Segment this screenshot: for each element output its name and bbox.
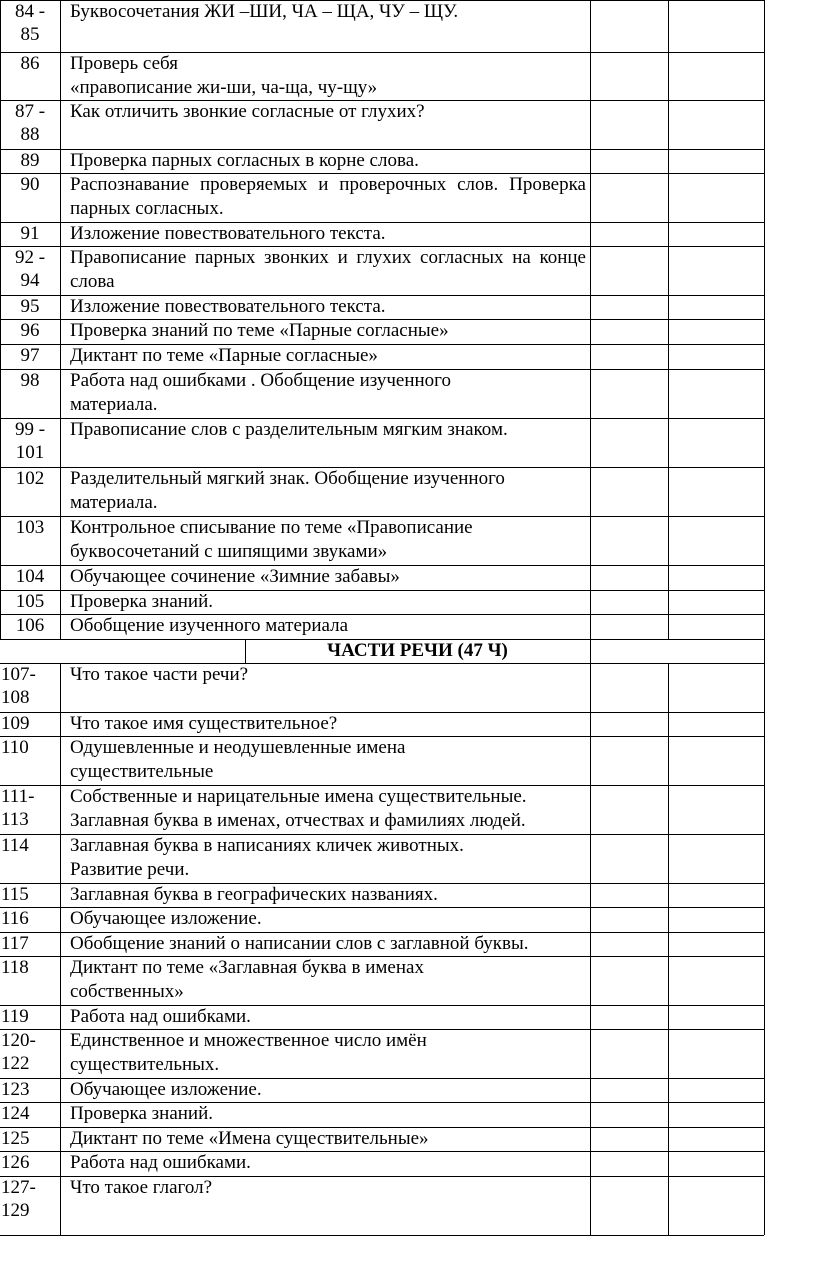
date-cell <box>591 149 667 173</box>
date-cell <box>591 516 667 565</box>
date-cell <box>591 1151 667 1176</box>
note-cell <box>669 100 763 149</box>
lesson-number: 125 <box>1 1128 30 1149</box>
table-row <box>0 1127 816 1151</box>
date-cell <box>591 663 667 712</box>
lesson-topic: Проверка знаний по теме «Парные согласные» <box>70 320 449 341</box>
table-rule <box>0 907 764 908</box>
lesson-number: 118 <box>1 957 29 978</box>
lesson-topic: Заглавная буква в географических названиях. <box>70 884 438 905</box>
table-row <box>0 1102 816 1127</box>
table-row <box>0 173 816 222</box>
table-rule <box>0 173 764 174</box>
table-rule <box>668 0 669 639</box>
section-title: ЧАСТИ РЕЧИ (47 Ч) <box>327 640 508 661</box>
date-cell <box>591 173 667 222</box>
note-cell <box>669 1005 763 1029</box>
lesson-number: 84 - 85 <box>14 1 46 45</box>
table-row <box>0 344 816 369</box>
lesson-topic: Диктант по теме «Имена существительные» <box>70 1128 429 1149</box>
table-rule <box>0 0 1 639</box>
lesson-topic: Буквосочетания ЖИ –ШИ, ЧА – ЩА, ЧУ – ЩУ. <box>70 1 459 22</box>
table-rule <box>0 1127 764 1128</box>
lesson-number: 95 <box>20 296 40 317</box>
lesson-topic: Работа над ошибками. <box>70 1006 251 1027</box>
lesson-topic: Как отличить звонкие согласные от глухих? <box>70 101 425 122</box>
note-cell <box>669 173 763 222</box>
table-rule <box>0 246 764 247</box>
date-cell <box>591 369 667 418</box>
note-cell <box>669 785 763 834</box>
table-rule <box>0 736 764 737</box>
table-rule <box>245 639 246 663</box>
date-cell <box>591 1005 667 1029</box>
table-row <box>0 0 816 52</box>
table-row <box>0 736 816 785</box>
lesson-number: 98 <box>20 370 40 391</box>
note-cell <box>669 883 763 907</box>
note-cell <box>669 712 763 736</box>
lesson-number: 109 <box>1 713 30 734</box>
date-cell <box>591 319 667 344</box>
date-cell <box>591 295 667 319</box>
table-row <box>0 369 816 418</box>
lesson-number: 86 <box>20 53 40 74</box>
lesson-topic: Разделительный мягкий знак. Обобщение изученного материала. <box>70 468 505 513</box>
lesson-topic: Обобщение изученного материала <box>70 615 349 636</box>
table-rule <box>0 1078 764 1079</box>
date-cell <box>591 1078 667 1102</box>
lesson-number: 99 - 101 <box>14 419 46 463</box>
note-cell <box>669 663 763 712</box>
lesson-topic: Что такое имя существительное? <box>70 713 338 734</box>
lesson-number: 116 <box>1 908 29 929</box>
lesson-topic: Обобщение знаний о написании слов с заглавной буквы. <box>70 933 529 954</box>
note-cell <box>669 418 763 467</box>
note-cell <box>669 0 763 52</box>
table-rule <box>0 614 764 615</box>
lesson-number: 123 <box>1 1079 30 1100</box>
note-cell <box>669 1176 763 1235</box>
lesson-topic: Диктант по теме «Парные согласные» <box>70 345 378 366</box>
lesson-number: 119 <box>1 1006 29 1027</box>
date-cell <box>591 614 667 639</box>
lesson-number: 104 <box>15 566 45 587</box>
note-cell <box>669 1102 763 1127</box>
table-rule <box>0 319 764 320</box>
lesson-number: 115 <box>1 884 29 905</box>
lesson-topic: Обучающее сочинение «Зимние забавы» <box>70 566 400 587</box>
lesson-number: 102 <box>15 468 45 489</box>
date-cell <box>591 222 667 246</box>
date-cell <box>591 1029 667 1078</box>
date-cell <box>591 907 667 932</box>
table-rule <box>590 663 591 1235</box>
table-row <box>0 149 816 173</box>
table-rule <box>0 369 764 370</box>
note-cell <box>669 246 763 295</box>
lesson-topic: Проверка знаний. <box>70 591 214 612</box>
table-rule <box>0 1176 764 1177</box>
table-rule <box>0 418 764 419</box>
table-row <box>0 100 816 149</box>
table-rule <box>0 785 764 786</box>
table-row <box>0 663 816 712</box>
lesson-topic: Правописание парных звонких и глухих согласных на конце слова <box>70 247 586 292</box>
table-row <box>0 246 816 295</box>
lesson-number: 127- 129 <box>1 1177 36 1221</box>
table-row <box>0 565 816 590</box>
note-cell <box>669 565 763 590</box>
table-rule <box>668 663 669 1235</box>
table-rule <box>0 1029 764 1030</box>
table-row <box>0 1005 816 1029</box>
lesson-topic: Что такое глагол? <box>70 1177 213 1198</box>
table-row <box>0 295 816 319</box>
table-rule <box>0 222 764 223</box>
table-rule <box>60 0 61 639</box>
table-row <box>0 52 816 100</box>
table-rule <box>590 0 591 639</box>
note-cell <box>669 344 763 369</box>
table-rule <box>60 663 61 1235</box>
date-cell <box>591 246 667 295</box>
table-row <box>0 1176 816 1235</box>
note-cell <box>669 516 763 565</box>
date-cell <box>591 736 667 785</box>
table-rule <box>0 467 764 468</box>
table-rule <box>0 52 764 53</box>
table-row <box>0 932 816 956</box>
table-row <box>0 319 816 344</box>
table-row <box>0 418 816 467</box>
note-cell <box>669 590 763 614</box>
date-cell <box>591 565 667 590</box>
lesson-number: 90 <box>20 174 40 195</box>
date-cell <box>591 1176 667 1235</box>
lesson-number: 126 <box>1 1152 30 1173</box>
date-cell <box>591 932 667 956</box>
table-row <box>0 785 816 834</box>
lesson-topic: Контрольное списывание по теме «Правописание буквосочетаний с шипящими звуками» <box>70 517 473 562</box>
table-rule <box>0 956 764 957</box>
date-cell <box>591 590 667 614</box>
table-rule <box>0 1102 764 1103</box>
table-rule <box>0 295 764 296</box>
table-rule <box>0 1151 764 1152</box>
table-row <box>0 516 816 565</box>
lesson-topic: Проверка парных согласных в корне слова. <box>70 150 419 171</box>
note-cell <box>669 1029 763 1078</box>
date-cell <box>591 712 667 736</box>
lesson-topic: Правописание слов с разделительным мягким знаком. <box>70 419 508 440</box>
note-cell <box>669 467 763 516</box>
date-cell <box>591 834 667 883</box>
table-rule <box>0 516 764 517</box>
table-row <box>0 467 816 516</box>
table-rule <box>0 712 764 713</box>
note-cell <box>669 614 763 639</box>
date-cell <box>591 785 667 834</box>
lesson-topic: Работа над ошибками . Обобщение изученного материала. <box>70 370 451 415</box>
note-cell <box>669 295 763 319</box>
lesson-number: 106 <box>15 615 45 636</box>
note-cell <box>669 956 763 1005</box>
lesson-topic: Обучающее изложение. <box>70 1079 262 1100</box>
lesson-number: 114 <box>1 835 29 856</box>
date-cell <box>591 1102 667 1127</box>
table-rule <box>0 932 764 933</box>
lesson-topic: Проверка знаний. <box>70 1103 214 1124</box>
table-row <box>0 222 816 246</box>
table-rule <box>0 0 764 1</box>
lesson-number: 117 <box>1 933 29 954</box>
lesson-topic: Собственные и нарицательные имена существительные. Заглавная буква в именах, отчествах и фамилиях людей. <box>70 786 527 831</box>
lesson-topic: Единственное и множественное число имён существительных. <box>70 1030 427 1075</box>
date-cell <box>591 0 667 52</box>
note-cell <box>669 932 763 956</box>
table-row <box>0 614 816 639</box>
table-row <box>0 956 816 1005</box>
lesson-topic: Проверь себя «правописание жи-ши, ча-ща, чу-щу» <box>70 53 378 98</box>
lesson-number: 91 <box>20 223 40 244</box>
table-row <box>0 907 816 932</box>
note-cell <box>669 834 763 883</box>
date-cell <box>591 467 667 516</box>
note-cell <box>669 907 763 932</box>
table-rule <box>0 834 764 835</box>
date-cell <box>591 100 667 149</box>
lesson-topic: Обучающее изложение. <box>70 908 262 929</box>
section-header-row <box>0 639 816 663</box>
lesson-topic: Работа над ошибками. <box>70 1152 251 1173</box>
lesson-number: 87 - 88 <box>14 101 46 145</box>
table-rule <box>0 149 764 150</box>
table-rule <box>764 0 765 1235</box>
note-cell <box>669 1127 763 1151</box>
note-cell <box>669 1151 763 1176</box>
table-row <box>0 883 816 907</box>
lesson-number: 89 <box>20 150 40 171</box>
table-row <box>0 590 816 614</box>
lesson-number: 111- 113 <box>1 786 35 830</box>
date-cell <box>591 344 667 369</box>
lesson-number: 105 <box>15 591 45 612</box>
note-cell <box>669 52 763 100</box>
lesson-topic: Распознавание проверяемых и проверочных слов. Проверка парных согласных. <box>70 174 586 219</box>
note-cell <box>669 149 763 173</box>
table-rule <box>0 1235 764 1236</box>
table-row <box>0 834 816 883</box>
table-rule <box>0 344 764 345</box>
note-cell <box>669 1078 763 1102</box>
table-row <box>0 712 816 736</box>
lesson-number: 107- 108 <box>1 664 36 708</box>
note-cell <box>669 222 763 246</box>
table-rule <box>0 590 764 591</box>
lesson-topic: Диктант по теме «Заглавная буква в именах собственных» <box>70 957 424 1002</box>
table-rule <box>590 639 591 663</box>
lesson-number: 97 <box>20 345 40 366</box>
table-row <box>0 1078 816 1102</box>
lesson-topic: Изложение повествовательного текста. <box>70 296 386 317</box>
table-row <box>0 1029 816 1078</box>
table-rule <box>0 565 764 566</box>
lesson-number: 96 <box>20 320 40 341</box>
date-cell <box>591 883 667 907</box>
table-rule <box>0 663 764 664</box>
table-rule <box>0 639 764 640</box>
lesson-topic: Одушевленные и неодушевленные имена существительные <box>70 737 406 782</box>
table-row <box>0 1151 816 1176</box>
table-rule <box>0 1005 764 1006</box>
note-cell <box>669 319 763 344</box>
date-cell <box>591 52 667 100</box>
table-rule <box>0 883 764 884</box>
lesson-topic: Изложение повествовательного текста. <box>70 223 386 244</box>
lesson-number: 120- 122 <box>1 1030 36 1074</box>
lesson-number: 92 - 94 <box>14 247 46 291</box>
date-cell <box>591 956 667 1005</box>
lesson-number: 124 <box>1 1103 30 1124</box>
lesson-topic: Заглавная буква в написаниях кличек животных. Развитие речи. <box>70 835 464 880</box>
lesson-topic: Что такое части речи? <box>70 664 249 685</box>
date-cell <box>591 1127 667 1151</box>
note-cell <box>669 369 763 418</box>
note-cell <box>669 736 763 785</box>
lesson-number: 110 <box>1 737 29 758</box>
lesson-number: 103 <box>15 517 45 538</box>
table-rule <box>0 100 764 101</box>
date-cell <box>591 418 667 467</box>
